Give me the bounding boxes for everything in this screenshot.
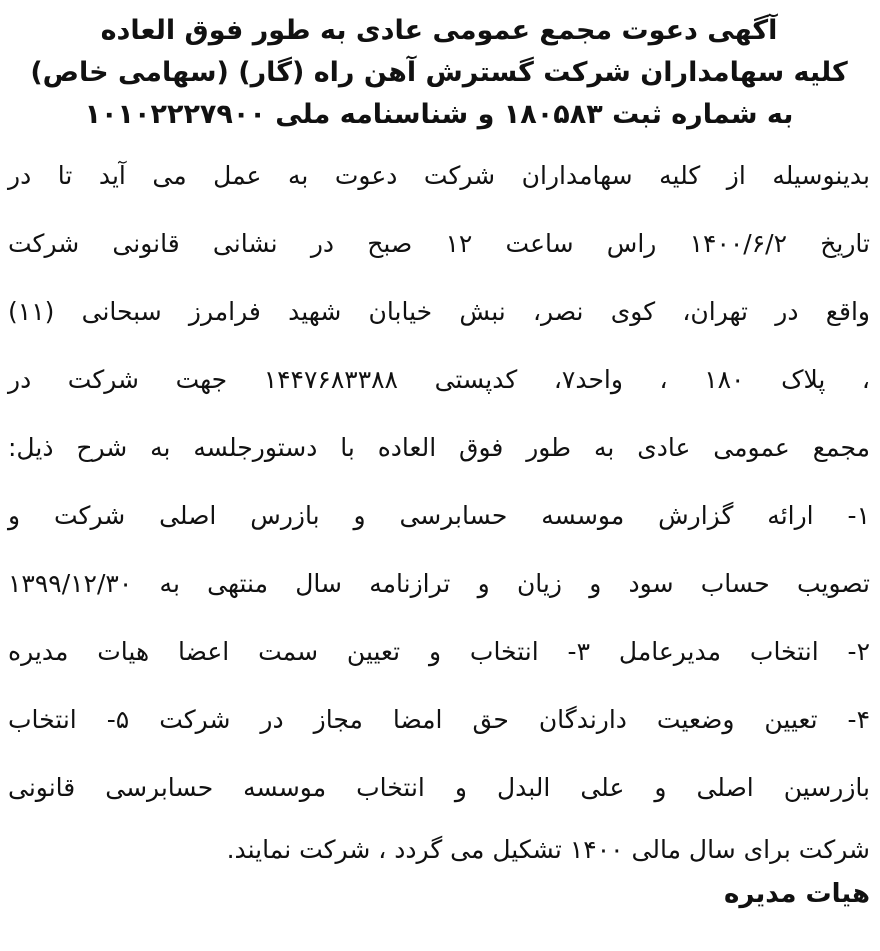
body-line: مجمع عمومی عادی به طور فوق العاده با دستورجلسه به شرح ذیل: (8, 433, 870, 462)
body-line: واقع در تهران، کوی نصر، نبش خیابان شهید فرامرز سبحانی (۱۱) (8, 297, 870, 326)
notice-title: آگهی دعوت مجمع عمومی عادی به طور فوق العاده (100, 15, 778, 46)
agenda-line: ۲- انتخاب مدیرعامل ۳- انتخاب و تعیین سمت اعضا هیات مدیره (8, 637, 870, 666)
signature: هیات مدیره (724, 879, 870, 909)
notice-header (8, 10, 870, 136)
agenda-line: ۴- تعیین وضعیت دارندگان حق امضا مجاز در شرکت ۵- انتخاب (8, 705, 871, 734)
notice-addressee: کلیه سهامداران شرکت گسترش آهن راه (گار) (سهامی خاص) (30, 57, 848, 88)
notice-registration: به شماره ثبت ۱۸۰۵۸۳ و شناسنامه ملی ۱۰۱۰۲۲۲۷۹۰۰ (84, 99, 794, 130)
body-line: ، پلاک ۱۸۰ ، واحد۷، کدپستی ۱۴۴۷۶۸۳۳۸۸ جهت شرکت در (8, 365, 871, 394)
agenda-line: بازرسین اصلی و علی البدل و انتخاب موسسه حسابرسی قانونی (8, 773, 870, 802)
body-line: تاریخ ۱۴۰۰/۶/۲ راس ساعت ۱۲ صبح در نشانی قانونی شرکت (8, 229, 871, 258)
agenda-line: شرکت برای سال مالی ۱۴۰۰ تشکیل می گردد ، شرکت نمایند. (226, 835, 870, 864)
notice-body (8, 142, 870, 878)
body-line: بدینوسیله از کلیه سهامداران شرکت دعوت به عمل می آید تا در (8, 161, 870, 190)
agenda-line: تصویب حساب سود و زیان و ترازنامه سال منتهی به ۱۳۹۹/۱۲/۳۰ (8, 569, 870, 598)
agenda-line: ۱- ارائه گزارش موسسه حسابرسی و بازرس اصلی شرکت و (8, 501, 870, 530)
